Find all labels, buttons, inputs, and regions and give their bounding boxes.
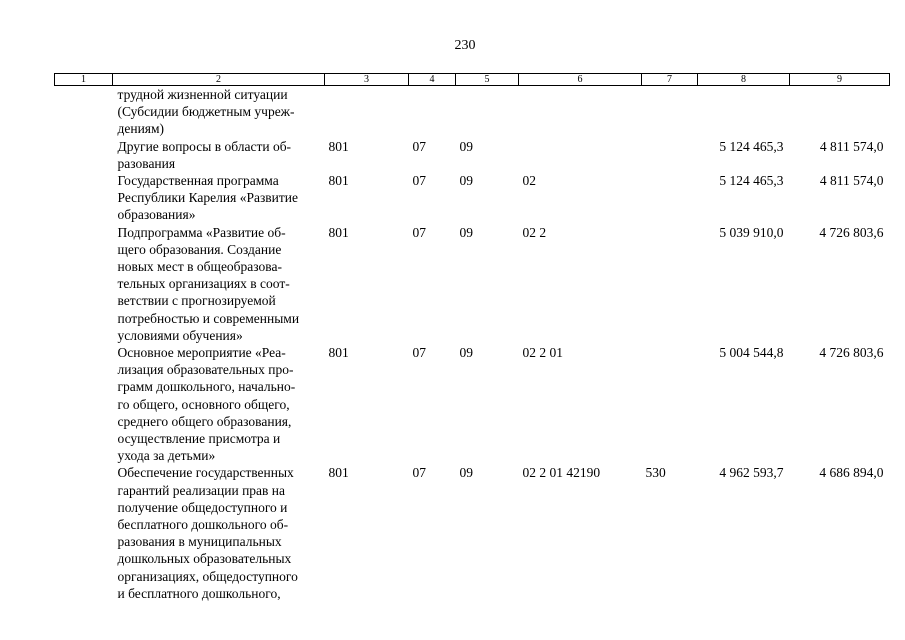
row-name-line: ветствии с прогнозируемой [117, 293, 276, 309]
column-header: 6 [519, 74, 642, 86]
row-name-line: (Субсидии бюджетным учреж- [117, 104, 295, 120]
ministry-code-cell: 801 [328, 345, 349, 361]
row-name-line: среднего общего образования, [117, 413, 292, 429]
row-name-cell [113, 224, 325, 344]
column-header: 9 [790, 74, 890, 86]
section-code-cell: 07 [412, 224, 426, 240]
ministry-code-cell: 801 [328, 138, 349, 154]
row-name-line: лизация образовательных про- [117, 362, 294, 378]
amount-year2-cell: 4 811 574,0 [819, 173, 884, 189]
row-name-cell [113, 344, 325, 464]
column-header: 8 [698, 74, 790, 86]
table-body [55, 86, 890, 603]
budget-table [54, 73, 890, 602]
target-article-cell [519, 138, 642, 172]
row-name-line: организациях, общедоступного [117, 568, 298, 584]
subsection-code-cell [456, 86, 519, 138]
row-name-line: трудной жизненной ситуации [117, 87, 288, 102]
row-number-cell [55, 138, 113, 172]
row-name-cell [113, 172, 325, 224]
amount-year2-cell [790, 86, 890, 138]
expense-type-cell [642, 86, 698, 138]
target-article-cell: 02 2 01 [522, 345, 563, 361]
target-article-cell: 02 2 [522, 224, 547, 240]
subsection-code-cell: 09 [459, 224, 473, 240]
column-header: 3 [325, 74, 409, 86]
row-name-line: дошкольных образовательных [117, 551, 292, 567]
row-name-line: новых мест в общеобразова- [117, 259, 282, 275]
row-name-line: Другие вопросы в области об- [117, 138, 292, 154]
table-row [55, 172, 890, 224]
row-name-line: гарантий реализации прав на [117, 482, 286, 498]
amount-year1-cell [698, 86, 790, 138]
row-name-cell [113, 464, 325, 602]
amount-year1-cell: 5 124 465,3 [719, 173, 784, 189]
ministry-code-cell [325, 86, 409, 138]
column-header: 7 [642, 74, 698, 86]
row-name-line: осуществление присмотра и [117, 431, 281, 447]
section-code-cell [409, 86, 456, 138]
ministry-code-cell: 801 [328, 224, 349, 240]
row-name-line: Республики Карелия «Развитие [117, 190, 299, 206]
row-name-line: потребностью и современными [117, 310, 300, 326]
column-header: 2 [113, 74, 325, 86]
table-row [55, 86, 890, 138]
target-article-cell: 02 2 01 42190 [522, 465, 601, 481]
subsection-code-cell: 09 [459, 138, 473, 154]
amount-year1-cell: 5 004 544,8 [719, 345, 784, 361]
row-name-line: Основное мероприятие «Реа- [117, 345, 286, 361]
amount-year2-cell: 4 811 574,0 [819, 138, 884, 154]
row-number-cell [55, 344, 113, 464]
row-name-line: щего образования. Создание [117, 241, 282, 257]
expense-type-cell [642, 344, 698, 464]
expense-type-cell: 530 [645, 465, 666, 481]
ministry-code-cell: 801 [328, 173, 349, 189]
amount-year1-cell: 4 962 593,7 [719, 465, 784, 481]
row-name-line: условиями обучения» [117, 327, 243, 343]
header-row [55, 74, 890, 86]
amount-year1-cell: 5 039 910,0 [719, 224, 784, 240]
row-name-line: разования в муниципальных [117, 534, 282, 550]
subsection-code-cell: 09 [459, 345, 473, 361]
column-header: 5 [456, 74, 519, 86]
row-name-line: ухода за детьми» [117, 448, 216, 464]
row-name-line: тельных организациях в соот- [117, 276, 290, 292]
page-number: 230 [454, 38, 476, 53]
row-number-cell [55, 172, 113, 224]
column-header: 1 [55, 74, 113, 86]
amount-year2-cell: 4 726 803,6 [819, 224, 884, 240]
ministry-code-cell: 801 [328, 465, 349, 481]
table-row [55, 224, 890, 344]
expense-type-cell [642, 172, 698, 224]
amount-year1-cell: 5 124 465,3 [719, 138, 784, 154]
target-article-cell [519, 86, 642, 138]
row-name-line: Подпрограмма «Развитие об- [117, 224, 286, 240]
table-row [55, 138, 890, 172]
column-header: 4 [409, 74, 456, 86]
row-name-line: бесплатного дошкольного об- [117, 517, 289, 533]
row-name-cell [113, 138, 325, 172]
subsection-code-cell: 09 [459, 173, 473, 189]
row-name-line: Обеспечение государственных [117, 465, 294, 481]
row-number-cell [55, 224, 113, 344]
row-name-line: го общего, основного общего, [117, 396, 290, 412]
section-code-cell: 07 [412, 465, 426, 481]
row-number-cell [55, 464, 113, 602]
subsection-code-cell: 09 [459, 465, 473, 481]
section-code-cell: 07 [412, 138, 426, 154]
row-name-line: разования [117, 155, 176, 171]
row-name-cell [113, 86, 325, 138]
expense-type-cell [642, 224, 698, 344]
target-article-cell: 02 [522, 173, 536, 189]
table-row [55, 344, 890, 464]
expense-type-cell [642, 138, 698, 172]
amount-year2-cell: 4 726 803,6 [819, 345, 884, 361]
amount-year2-cell: 4 686 894,0 [819, 465, 884, 481]
row-name-line: и бесплатного дошкольного, [117, 585, 281, 601]
row-name-line: Государственная программа [117, 173, 279, 189]
row-number-cell [55, 86, 113, 138]
table-row [55, 464, 890, 602]
row-name-line: получение общедоступного и [117, 499, 288, 515]
row-name-line: грамм дошкольного, начально- [117, 379, 296, 395]
row-name-line: образования» [117, 207, 196, 223]
section-code-cell: 07 [412, 173, 426, 189]
section-code-cell: 07 [412, 345, 426, 361]
row-name-line: дениям) [117, 121, 165, 137]
table-header [55, 74, 890, 86]
